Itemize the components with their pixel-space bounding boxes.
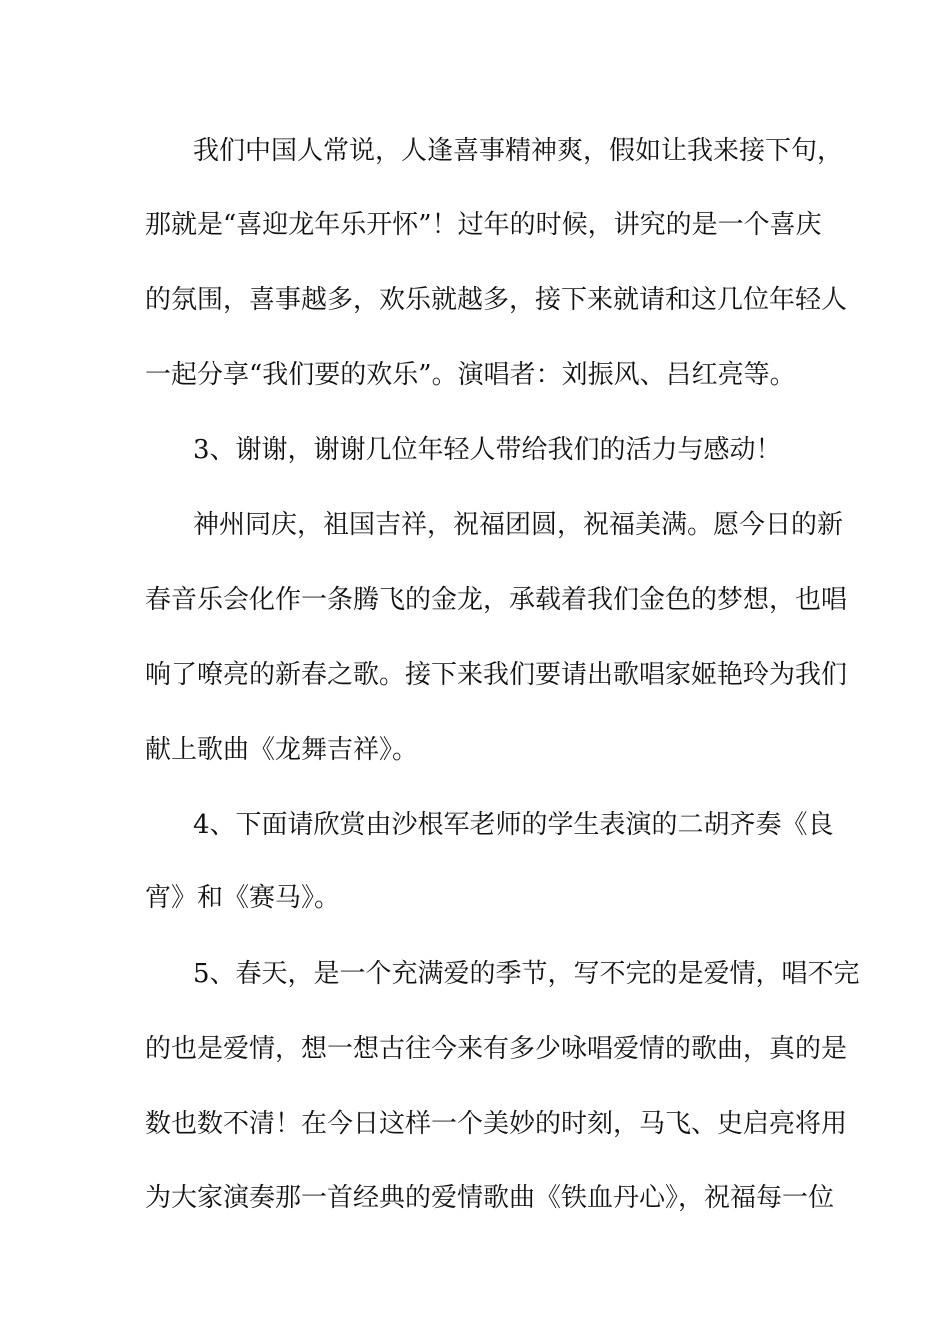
paragraph-line: 3、谢谢，谢谢几位年轻人带给我们的活力与感动！	[193, 435, 782, 465]
paragraph-line: 献上歌曲《龙舞吉祥》。	[145, 735, 419, 765]
paragraph-line: 宵》和《赛马》。	[145, 883, 341, 913]
paragraph-line: 5、春天，是一个充满爱的季节，写不完的是爱情，唱不完	[193, 959, 860, 989]
paragraph-line: 的氛围，喜事越多，欢乐就越多，接下来就请和这几位年轻人	[145, 285, 848, 315]
paragraph-line: 我们中国人常说，人逢喜事精神爽，假如让我来接下句，	[193, 136, 844, 166]
paragraph-line: 春音乐会化作一条腾飞的金龙，承载着我们金色的梦想，也唱	[145, 585, 848, 615]
paragraph-line: 数也数不清！在今日这样一个美妙的时刻，马飞、史启亮将用	[145, 1109, 848, 1139]
paragraph-line: 4、下面请欣赏由沙根军老师的学生表演的二胡齐奏《良	[193, 810, 834, 840]
paragraph-line: 一起分享“我们要的欢乐”。演唱者：刘振风、吕红亮等。	[145, 360, 796, 390]
paragraph-line: 的也是爱情，想一想古往今来有多少咏唱爱情的歌曲，真的是	[145, 1034, 848, 1064]
paragraph-line: 响了嘹亮的新春之歌。接下来我们要请出歌唱家姬艳玲为我们	[145, 660, 848, 690]
paragraph-line: 神州同庆，祖国吉祥，祝福团圆，祝福美满。愿今日的新	[193, 510, 844, 540]
paragraph-line: 为大家演奏那一首经典的爱情歌曲《铁血丹心》，祝福每一位	[145, 1183, 835, 1213]
paragraph-line: 那就是“喜迎龙年乐开怀”！过年的时候，讲究的是一个喜庆	[145, 210, 822, 240]
